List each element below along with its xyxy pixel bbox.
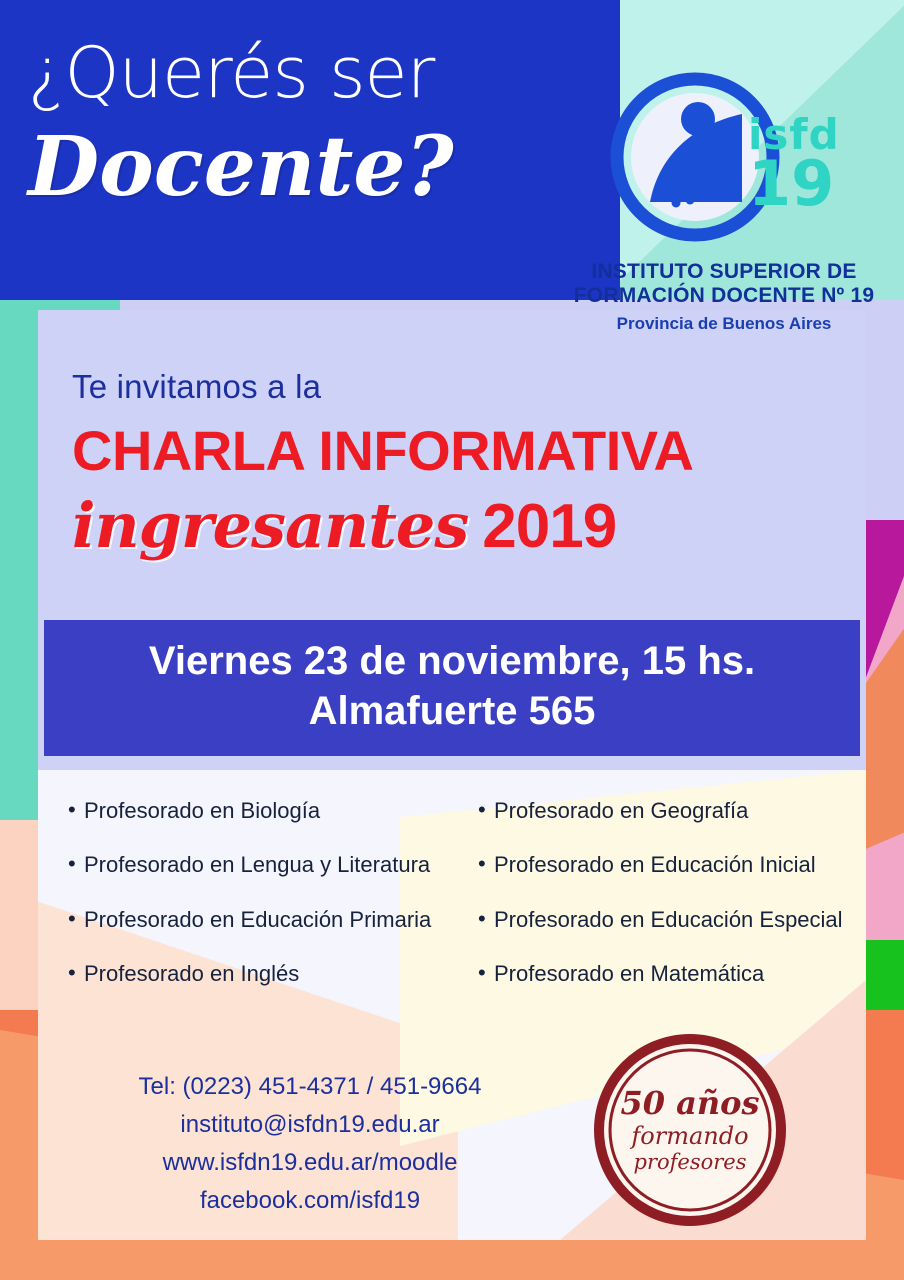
institute-province: Provincia de Buenos Aires [616, 314, 832, 334]
invitation-title: CHARLA INFORMATIVA [72, 419, 694, 482]
event-address: Almafuerte 565 [308, 689, 596, 733]
list-item: • Profesorado en Educación Primaria [68, 907, 468, 933]
invitation-subtitle-row [72, 489, 862, 562]
invitation-block [72, 368, 862, 562]
invitation-year: 2019 [482, 491, 617, 561]
event-datetime: Viernes 23 de noviembre, 15 hs. [148, 639, 756, 683]
seal-line-1: 50 años [620, 1083, 760, 1122]
contact-email[interactable]: instituto@isfdn19.edu.ar [180, 1110, 440, 1138]
isfd-brand-number: 19 [748, 146, 835, 220]
careers-list [68, 798, 868, 988]
invitation-subtitle-script: ingresantes [72, 488, 469, 562]
seal-line-2: formando [631, 1121, 749, 1150]
isfd-brand-word: isfd [748, 110, 840, 159]
contact-block [80, 1068, 540, 1220]
contact-phone: Tel: (0223) 451-4371 / 451-9664 [138, 1073, 482, 1100]
institute-name [564, 260, 884, 334]
list-item: • Profesorado en Inglés [68, 961, 468, 987]
institute-name-line-1: INSTITUTO SUPERIOR DE [591, 260, 857, 283]
anniversary-seal [585, 1030, 795, 1230]
invitation-intro: Te invitamos a la [72, 368, 322, 405]
seal-line-3: profesores [633, 1150, 747, 1175]
list-item: • Profesorado en Biología [68, 798, 468, 824]
contact-facebook[interactable]: facebook.com/isfd19 [199, 1186, 421, 1214]
list-item: • Profesorado en Matemática [478, 961, 868, 987]
institute-logo [573, 60, 890, 360]
contact-website[interactable]: www.isfdn19.edu.ar/moodle [162, 1148, 458, 1176]
headline-line-2: Docente? [28, 119, 454, 215]
list-item: • Profesorado en Geografía [478, 798, 868, 824]
event-date-band [44, 620, 860, 756]
institute-name-line-2: FORMACIÓN DOCENTE Nº 19 [573, 284, 875, 308]
list-item: • Profesorado en Educación Especial [478, 907, 868, 933]
headline-line-1: ¿Querés ser [28, 32, 435, 114]
list-item: • Profesorado en Educación Inicial [478, 852, 868, 878]
seal-text [585, 1030, 795, 1230]
poster-headline [28, 32, 588, 215]
list-item: • Profesorado en Lengua y Literatura [68, 852, 468, 878]
isfd-brand-text [748, 110, 840, 220]
